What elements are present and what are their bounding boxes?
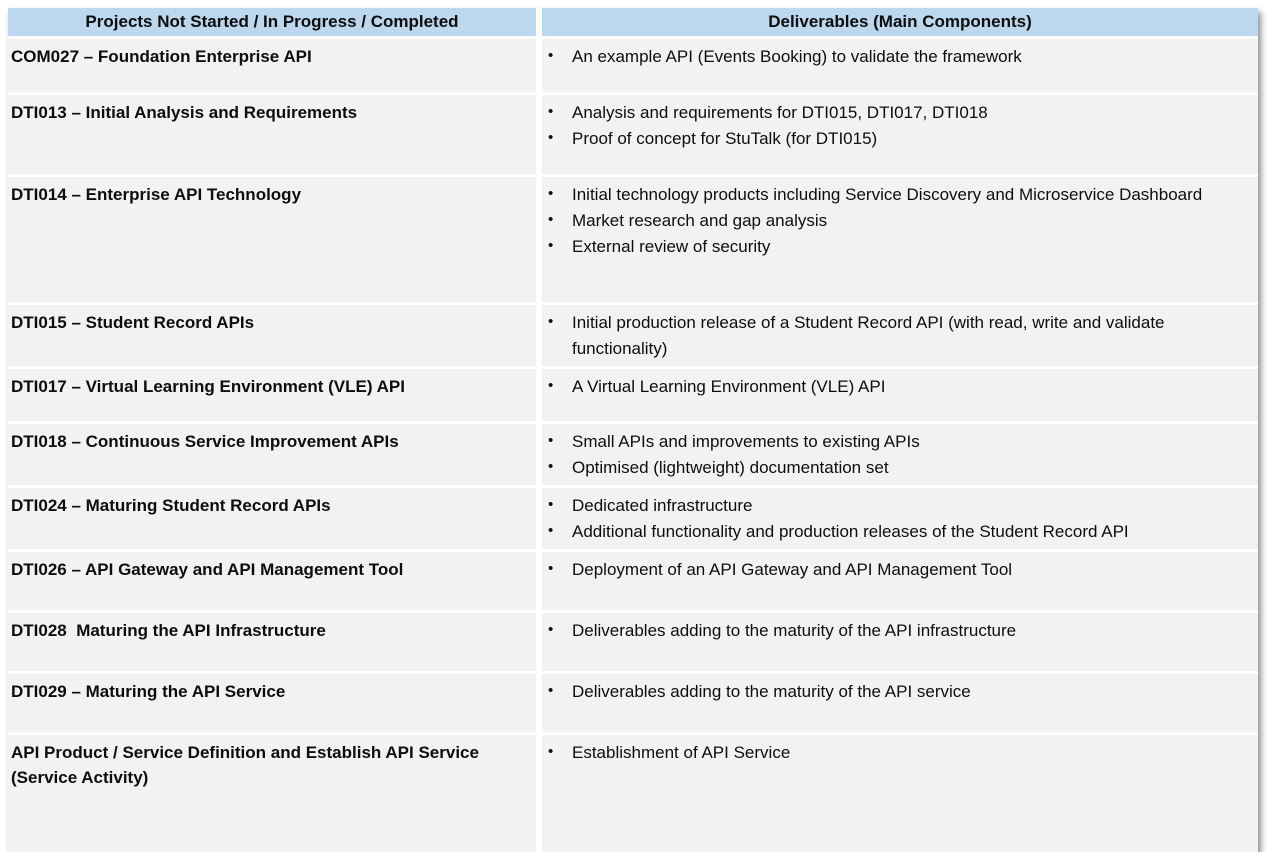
deliverable-item: • Additional functionality and production releases of the Student Record API	[542, 519, 1250, 545]
deliverables-list	[542, 557, 1250, 583]
deliverable-item: • An example API (Events Booking) to validate the framework	[542, 44, 1250, 70]
deliverables-cell	[542, 305, 1258, 366]
deliverables-list	[542, 310, 1250, 362]
deliverables-cell	[542, 177, 1258, 302]
table-row	[8, 177, 1258, 302]
deliverables-cell	[542, 674, 1258, 732]
deliverables-list	[542, 374, 1250, 400]
deliverables-list	[542, 679, 1250, 705]
table-row	[8, 424, 1258, 485]
deliverable-item: • Initial production release of a Student Record API (with read, write and validate functionality)	[542, 310, 1250, 362]
project-name: DTI024 – Maturing Student Record APIs	[8, 488, 536, 549]
deliverable-item: • Deliverables adding to the maturity of the API service	[542, 679, 1250, 705]
table-row	[8, 735, 1258, 852]
projects-deliverables-table	[8, 8, 1258, 852]
deliverables-cell	[542, 95, 1258, 174]
deliverable-item: • Dedicated infrastructure	[542, 493, 1250, 519]
deliverables-list	[542, 740, 1250, 766]
deliverable-item: • Optimised (lightweight) documentation set	[542, 455, 1250, 481]
deliverables-list	[542, 618, 1250, 644]
project-name: API Product / Service Definition and Establish API Service (Service Activity)	[8, 735, 536, 852]
deliverables-list	[542, 429, 1250, 481]
deliverable-item: • Market research and gap analysis	[542, 208, 1250, 234]
deliverables-cell	[542, 552, 1258, 610]
deliverables-list	[542, 44, 1250, 70]
deliverable-item: • Deliverables adding to the maturity of the API infrastructure	[542, 618, 1250, 644]
deliverable-item: • Establishment of API Service	[542, 740, 1250, 766]
project-name: DTI026 – API Gateway and API Management Tool	[8, 552, 536, 610]
deliverables-list	[542, 100, 1250, 152]
deliverables-cell	[542, 613, 1258, 671]
project-name: DTI029 – Maturing the API Service	[8, 674, 536, 732]
deliverable-item: • External review of security	[542, 234, 1250, 260]
deliverables-cell	[542, 424, 1258, 485]
table-row	[8, 305, 1258, 366]
deliverables-cell	[542, 735, 1258, 852]
table-row	[8, 95, 1258, 174]
table-row	[8, 674, 1258, 732]
project-name: DTI028 Maturing the API Infrastructure	[8, 613, 536, 671]
project-name: COM027 – Foundation Enterprise API	[8, 39, 536, 92]
table-body	[8, 39, 1258, 852]
table-row	[8, 488, 1258, 549]
deliverable-item: • Small APIs and improvements to existing APIs	[542, 429, 1250, 455]
deliverable-item: • Deployment of an API Gateway and API Management Tool	[542, 557, 1250, 583]
table-row	[8, 552, 1258, 610]
deliverable-item: • Initial technology products including Service Discovery and Microservice Dashboard	[542, 182, 1250, 208]
column-header-deliverables: Deliverables (Main Components)	[542, 8, 1258, 36]
column-header-projects: Projects Not Started / In Progress / Completed	[8, 8, 536, 36]
project-name: DTI015 – Student Record APIs	[8, 305, 536, 366]
deliverable-item: • Analysis and requirements for DTI015, DTI017, DTI018	[542, 100, 1250, 126]
deliverable-item: • A Virtual Learning Environment (VLE) API	[542, 374, 1250, 400]
table-row	[8, 39, 1258, 92]
deliverable-item: • Proof of concept for StuTalk (for DTI015)	[542, 126, 1250, 152]
deliverables-cell	[542, 369, 1258, 421]
project-name: DTI018 – Continuous Service Improvement APIs	[8, 424, 536, 485]
deliverables-list	[542, 493, 1250, 545]
deliverables-list	[542, 182, 1250, 260]
deliverables-cell	[542, 488, 1258, 549]
deliverables-cell	[542, 39, 1258, 92]
project-name: DTI013 – Initial Analysis and Requirements	[8, 95, 536, 174]
table-row	[8, 369, 1258, 421]
project-name: DTI017 – Virtual Learning Environment (VLE) API	[8, 369, 536, 421]
project-name: DTI014 – Enterprise API Technology	[8, 177, 536, 302]
table-header-row	[8, 8, 1258, 36]
table-row	[8, 613, 1258, 671]
